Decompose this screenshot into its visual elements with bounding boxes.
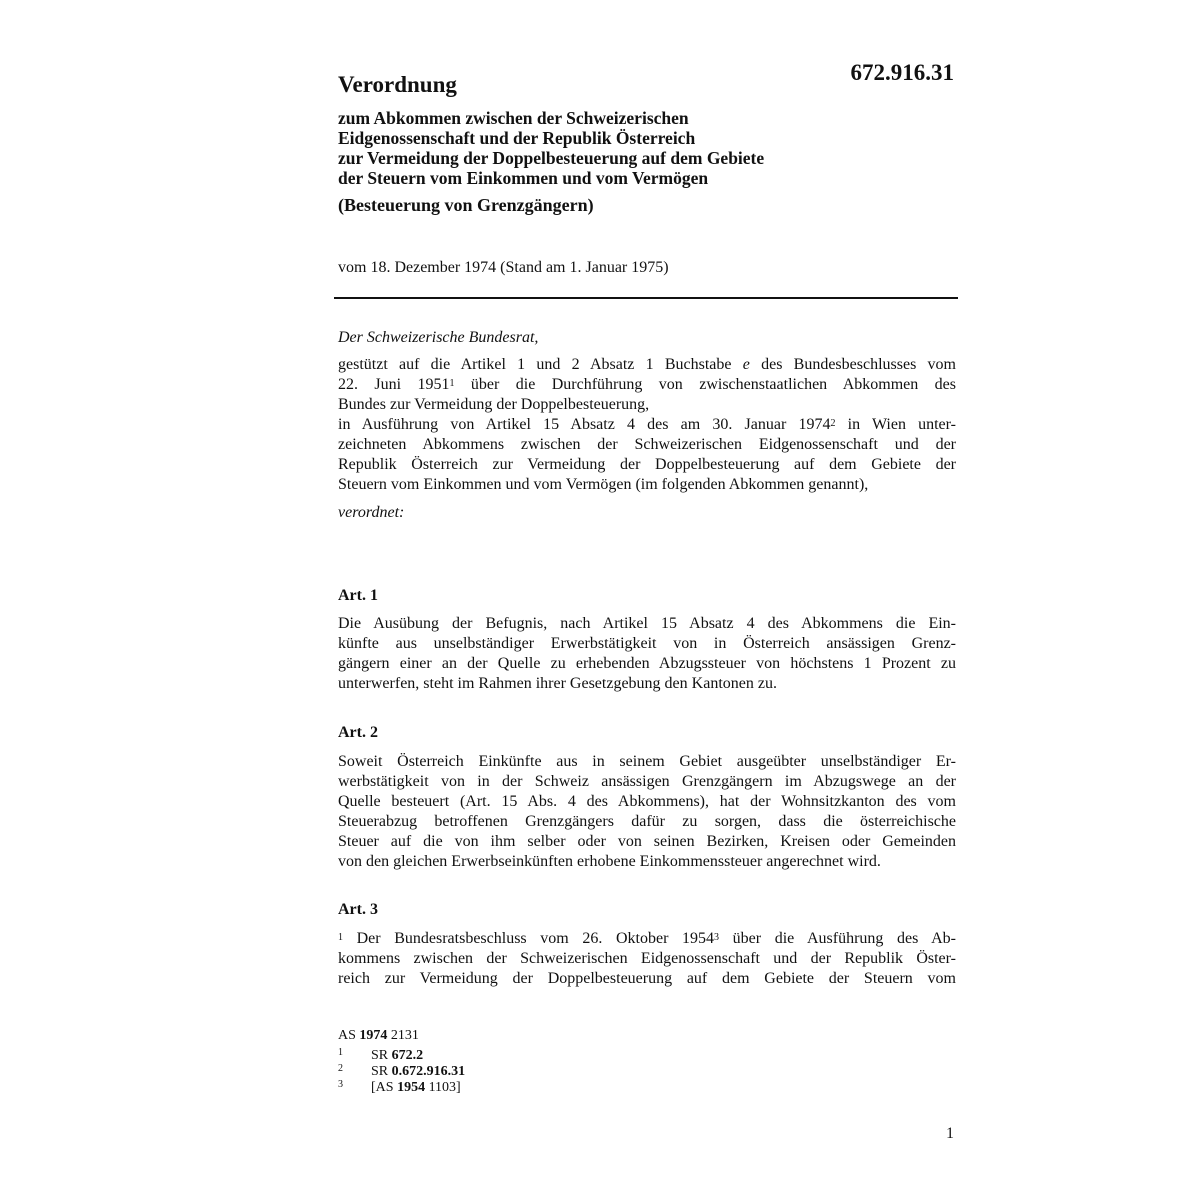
text-segment: SR [371,1064,392,1079]
text-segment: SR [371,1048,392,1063]
article-body [338,929,956,989]
article-line: unterwerfen, steht im Rahmen ihrer Gesetzgebung den Kantonen zu. [338,675,777,692]
preamble-line: Republik Österreich zur Vermeidung der Doppelbesteuerung auf dem Gebiete der [338,456,956,473]
footnote-number: 3 [338,1079,343,1090]
text-segment: gestützt auf die Artikel 1 und 2 Absatz 1 Buchstabe [338,356,743,373]
article-line: Steuerabzug betroffenen Grenzgängers dafür zu sorgen, dass die österreichische [338,813,956,830]
subtitle-line: zur Vermeidung der Doppelbesteuerung auf dem Gebiete [338,148,765,168]
article-line: künfte aus unselbständiger Erwerbstätigkeit von in Österreich ansässigen Grenz- [338,635,956,652]
text-segment: über die Ausführung des Ab- [719,930,957,947]
footnote-ref: 2 [830,418,836,429]
article-line: werbstätigkeit von in der Schweiz ansässigen Grenzgängern im Abzugswege an der [338,773,956,790]
preamble-basis-1 [338,355,956,415]
article-line: Soweit Österreich Einkünfte aus in seinem Gebiet ausgeübter unselbständiger Er- [338,753,956,770]
preamble-authority: Der Schweizerische Bundesrat, [338,329,539,346]
preamble-line: zeichneten Abkommens zwischen der Schweizerischen Eidgenossenschaft und der [338,436,956,453]
document-subtitle [338,108,956,188]
preamble-line [338,355,956,375]
article-body [338,752,956,872]
text-segment: 672.2 [391,1048,424,1063]
article-line: Die Ausübung der Befugnis, nach Artikel 15 Absatz 4 des Abkommens die Ein- [338,615,956,632]
article-line: gängern einer an der Quelle zu erhebenden Abzugssteuer von höchstens 1 Prozent zu [338,655,956,672]
footnote-number: 2 [338,1063,343,1074]
as-reference [338,1028,419,1043]
text-segment: in Ausführung von Artikel 15 Absatz 4 des am 30. Januar 1974 [338,416,831,433]
text-segment: über die Durchführung von zwischenstaatlichen Abkommen des [454,376,956,393]
article-line: kommens zwischen der Schweizerischen Eidgenossenschaft und der Republik Öster- [338,950,956,967]
footnote-ref: 1 [449,378,455,389]
document-date: vom 18. Dezember 1974 (Stand am 1. Januar 1975) [338,259,669,276]
article-line: reich zur Vermeidung der Doppelbesteuerung auf dem Gebiete der Steuern vom [338,970,956,987]
subtitle-line: der Steuern vom Einkommen und vom Vermögen [338,168,709,188]
footnote-text [371,1080,461,1096]
text-segment: 1954 [397,1080,426,1095]
article-line: von den gleichen Erwerbseinkünften erhobene Einkommenssteuer angerechnet wird. [338,853,881,870]
article-title: Art. 1 [338,587,378,604]
preamble-line: Steuern vom Einkommen und vom Vermögen (im folgenden Abkommen genannt), [338,476,869,493]
subtitle-line: zum Abkommen zwischen der Schweizerischen [338,108,689,128]
footnote-text [371,1064,465,1080]
text-segment: AS [338,1028,360,1043]
text-segment: in Wien unter- [835,416,956,433]
sr-number: 672.916.31 [850,60,954,85]
page-number: 1 [946,1125,954,1142]
text-segment: 0.672.916.31 [391,1064,466,1079]
text-segment: des Bundesbeschlusses vom [749,356,956,373]
article-title: Art. 2 [338,724,378,741]
footnote-ref: 3 [714,932,720,943]
article-body [338,614,956,694]
document-subsubtitle: (Besteuerung von Grenzgängern) [338,195,594,215]
preamble-decree: verordnet: [338,504,405,521]
article-line: Quelle besteuert (Art. 15 Abs. 4 des Abkommens), hat der Wohnsitzkanton des vom [338,793,956,810]
text-segment: Der Bundesratsbeschluss vom 26. Oktober 1954 [343,930,715,947]
article-line: Steuer auf die von ihm selber oder von seinen Bezirken, Kreisen oder Gemeinden [338,833,956,850]
preamble-basis-2 [338,415,956,495]
text-segment: 1103] [425,1080,461,1095]
text-segment: [AS [371,1080,398,1095]
text-segment: e [742,356,750,373]
subtitle-line: Eidgenossenschaft und der Republik Österreich [338,128,696,148]
header-rule [334,297,958,299]
text-segment: 1974 [359,1028,388,1043]
footnote-text [371,1048,423,1064]
preamble-line [338,375,956,395]
text-segment: 2131 [387,1028,419,1043]
text-segment: 22. Juni 1951 [338,376,450,393]
article-line [338,929,956,949]
article-title: Art. 3 [338,901,378,918]
preamble-line [338,415,956,435]
preamble-line: Bundes zur Vermeidung der Doppelbesteuerung, [338,396,650,413]
document-title: Verordnung [338,72,457,97]
footnote-number: 1 [338,1047,343,1058]
paragraph-number: 1 [338,932,343,943]
